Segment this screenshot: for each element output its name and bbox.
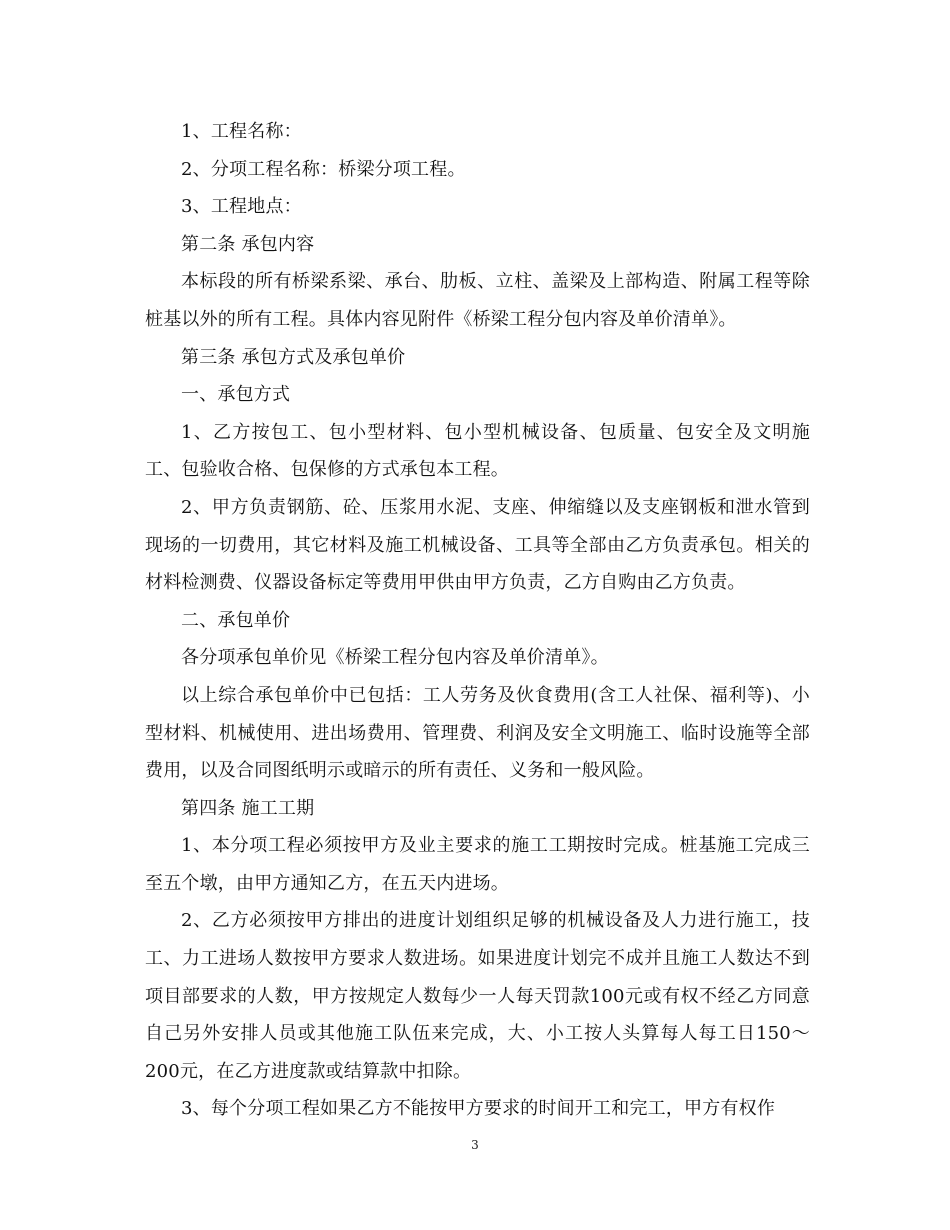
subheading-contract-method: 一、承包方式	[181, 384, 291, 406]
subheading-unit-price: 二、承包单价	[181, 609, 291, 631]
paragraph-project-name: 1、工程名称：	[181, 121, 302, 142]
paragraph-contract-scope: 本标段的所有桥梁系梁、承台、肋板、立柱、盖梁及上部构造、附属工程等除桩基以外的所有工程。具体内容见附件《桥梁工程分包内容及单价清单》。	[145, 271, 810, 330]
paragraph-method-2: 2、甲方负责钢筋、砼、压浆用水泥、支座、伸缩缝以及支座钢板和泄水管到现场的一切费用，其它材料及施工机械设备、工具等全部由乙方负责承包。相关的材料检测费、仪器设备标定等费用甲供由甲方负责，乙方自购由乙方负责。	[145, 496, 810, 594]
page-number: 3	[471, 1138, 479, 1152]
paragraph-subproject-name: 2、分项工程名称：桥梁分项工程。	[181, 158, 466, 180]
paragraph-method-1: 1、乙方按包工、包小型材料、包小型机械设备、包质量、包安全及文明施工、包验收合格、包保修的方式承包本工程。	[145, 421, 810, 481]
paragraph-project-location: 3、工程地点：	[181, 196, 302, 218]
paragraph-schedule-3: 3、每个分项工程如果乙方不能按甲方要求的时间开工和完工，甲方有权作	[181, 1098, 776, 1120]
paragraph-unit-price-includes: 以上综合承包单价中已包括：工人劳务及伙食费用(含工人社保、福利等)、小型材料、机械使用、进出场费用、管理费、利润及安全文明施工、临时设施等全部费用，以及合同图纸明示或暗示的所有责任、义务和一般风险。	[145, 684, 810, 782]
paragraph-schedule-2: 2、乙方必须按甲方排出的进度计划组织足够的机械设备及人力进行施工，技工、力工进场人数按甲方要求人数进场。如果进度计划完不成并且施工人数达不到项目部要求的人数，甲方按规定人数每少一人每天罚款100元或有权不经乙方同意自己另外安排人员或其他施工队伍来完成，大、小工按人头算每人每工日150～200元，在乙方进度款或结算款中扣除。	[145, 910, 810, 1082]
heading-article-2: 第二条 承包内容	[181, 233, 315, 255]
paragraph-unit-price-list: 各分项承包单价见《桥梁工程分包内容及单价清单》。	[181, 647, 609, 669]
paragraph-schedule-1: 1、本分项工程必须按甲方及业主要求的施工工期按时完成。桩基施工完成三至五个墩，由甲方通知乙方，在五天内进场。	[145, 835, 810, 894]
document-body	[145, 113, 810, 1128]
heading-article-3: 第三条 承包方式及承包单价	[181, 346, 406, 368]
heading-article-4: 第四条 施工工期	[181, 797, 315, 819]
